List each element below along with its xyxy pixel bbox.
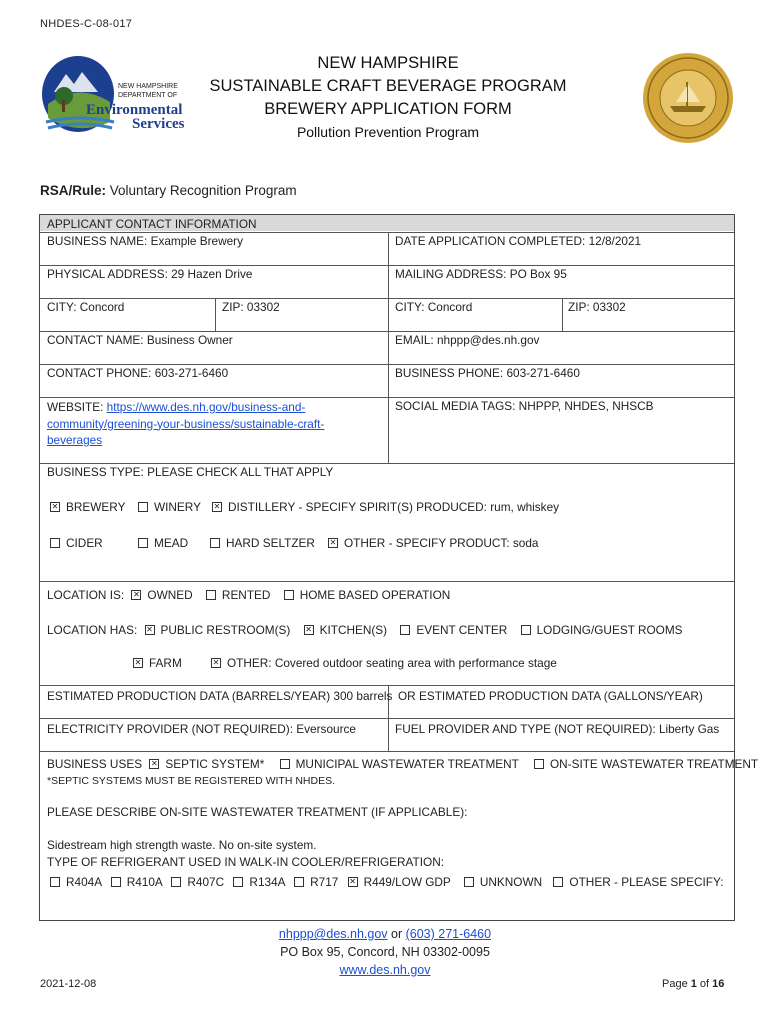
option-label: MEAD [154,536,189,550]
checkbox-icon[interactable] [206,590,216,600]
production-barrels-field[interactable]: ESTIMATED PRODUCTION DATA (BARRELS/YEAR) 300 barrels [47,689,393,703]
option-label: PUBLIC RESTROOM(S) [160,623,291,637]
checkbox-icon[interactable] [50,877,60,887]
zip-field-physical[interactable]: ZIP: 03302 [222,300,280,314]
page-prefix: Page [662,978,691,990]
option-label: OWNED [147,588,193,602]
bt-distillery-option[interactable] [212,500,559,514]
checkbox-icon[interactable] [50,538,60,548]
checkbox-icon[interactable] [149,759,159,769]
business-uses-row [47,757,758,771]
contact-phone-field[interactable]: CONTACT PHONE: 603-271-6460 [47,366,229,380]
option-label: RENTED [221,588,271,602]
website-field[interactable] [47,399,324,449]
city-field-physical[interactable]: CITY: Concord [47,300,125,314]
checkbox-icon[interactable] [294,877,304,887]
email-field[interactable]: EMAIL: nhppp@des.nh.gov [395,333,540,347]
page-number [662,978,724,990]
rsa-value: Voluntary Recognition Program [109,183,297,198]
footer-date: 2021-12-08 [40,978,97,990]
checkbox-icon[interactable] [553,877,563,887]
form-title [200,52,576,144]
checkbox-icon[interactable] [304,625,314,635]
title-subtitle: Pollution Prevention Program [296,124,480,140]
svg-text:DEPARTMENT OF: DEPARTMENT OF [118,92,178,99]
bt-cider-option[interactable] [50,536,103,550]
footer-address: PO Box 95, Concord, NH 03302-0095 [280,945,490,959]
location-is-label: LOCATION IS: [47,588,125,602]
business-type-label: BUSINESS TYPE: PLEASE CHECK ALL THAT APPLY [47,465,334,479]
checkbox-icon[interactable] [400,625,410,635]
lh-farm-option[interactable] [133,656,182,670]
option-label: OTHER - SPECIFY PRODUCT: soda [344,536,539,550]
checkbox-icon[interactable] [211,658,221,668]
page-of: of [696,978,713,990]
physical-address-field[interactable]: PHYSICAL ADDRESS: 29 Hazen Drive [47,267,253,281]
page-current: 1 [690,978,697,990]
mailing-address-field[interactable]: MAILING ADDRESS: PO Box 95 [395,267,567,281]
option-label: OTHER - PLEASE SPECIFY: [569,875,724,889]
page-total: 16 [712,978,725,990]
checkbox-icon[interactable] [111,877,121,887]
option-label: HARD SELTZER [226,536,315,550]
svg-text:Services: Services [132,116,185,132]
option-label: LODGING/GUEST ROOMS [536,623,683,637]
contact-name-field[interactable]: CONTACT NAME: Business Owner [47,333,233,347]
checkbox-icon[interactable] [233,877,243,887]
business-phone-field[interactable]: BUSINESS PHONE: 603-271-6460 [395,366,580,380]
svg-text:NEW HAMPSHIRE: NEW HAMPSHIRE [118,83,178,90]
city-field-mailing[interactable]: CITY: Concord [395,300,473,314]
option-label: KITCHEN(S) [319,623,388,637]
option-label: R134A [249,875,285,889]
checkbox-icon[interactable] [534,759,544,769]
option-label: R404A [66,875,102,889]
option-label: BREWERY [66,500,126,514]
location-has-row [47,623,683,637]
option-label: OTHER: Covered outdoor seating area with performance stage [227,656,557,670]
option-label: R410A [126,875,163,889]
checkbox-icon[interactable] [145,625,155,635]
social-media-field[interactable]: SOCIAL MEDIA TAGS: NHPPP, NHDES, NHSCB [395,399,654,413]
checkbox-icon[interactable] [138,502,148,512]
bt-winery-option[interactable] [138,500,201,514]
checkbox-icon[interactable] [138,538,148,548]
checkbox-icon[interactable] [210,538,220,548]
bt-seltzer-option[interactable] [210,536,315,550]
svg-text:Environmental: Environmental [86,102,183,118]
business-name-field[interactable]: BUSINESS NAME: Example Brewery [47,234,244,248]
title-line-1: NEW HAMPSHIRE [317,54,459,72]
production-gallons-field[interactable]: OR ESTIMATED PRODUCTION DATA (GALLONS/YEAR) [398,689,703,703]
checkbox-icon[interactable] [50,502,60,512]
checkbox-icon[interactable] [212,502,222,512]
nhdes-logo [40,52,205,138]
option-label: MUNICIPAL WASTEWATER TREATMENT [295,757,519,771]
checkbox-icon[interactable] [131,590,141,600]
footer-phone-link[interactable]: (603) 271-6460 [405,927,492,941]
describe-treatment-label: PLEASE DESCRIBE ON-SITE WASTEWATER TREATMENT (IF APPLICABLE): [47,805,468,819]
checkbox-icon[interactable] [521,625,531,635]
checkbox-icon[interactable] [280,759,290,769]
website-link-line-1[interactable]: https://www.des.nh.gov/business-and- [106,400,306,414]
option-label: CIDER [66,536,103,550]
septic-note: *SEPTIC SYSTEMS MUST BE REGISTERED WITH NHDES. [47,775,336,787]
option-label: HOME BASED OPERATION [299,588,451,602]
describe-treatment-value[interactable]: Sidestream high strength waste. No on-site system. [47,838,317,852]
option-label: FARM [149,656,182,670]
refrigerant-options-row [50,875,723,889]
website-link-line-2[interactable]: community/greening-your-business/sustainable-craft- [47,416,325,431]
state-seal [642,52,734,144]
checkbox-icon[interactable] [133,658,143,668]
option-label: EVENT CENTER [416,623,508,637]
footer-contact [0,925,770,979]
option-label: UNKNOWN [479,875,543,889]
electricity-provider-field[interactable]: ELECTRICITY PROVIDER (NOT REQUIRED): Eversource [47,722,356,736]
fuel-provider-field[interactable]: FUEL PROVIDER AND TYPE (NOT REQUIRED): Liberty Gas [395,722,720,736]
checkbox-icon[interactable] [171,877,181,887]
footer-website-link[interactable]: www.des.nh.gov [339,963,431,977]
option-label: R407C [187,875,225,889]
option-label: WINERY [154,500,201,514]
option-label: SEPTIC SYSTEM* [165,757,265,771]
checkbox-icon[interactable] [328,538,338,548]
location-has-label: LOCATION HAS: [47,623,138,637]
checkbox-icon[interactable] [284,590,294,600]
website-link-line-3[interactable]: beverages [47,433,103,447]
bt-brewery-option[interactable] [50,500,125,514]
bt-mead-option[interactable] [138,536,188,550]
rsa-rule [40,183,297,198]
title-line-3: BREWERY APPLICATION FORM [264,100,512,118]
applicant-form [39,214,759,921]
rsa-label: RSA/Rule: [40,183,107,198]
lh-other-option[interactable] [211,656,557,670]
footer-or: or [387,927,406,941]
option-label: ON-SITE WASTEWATER TREATMENT [549,757,759,771]
title-line-2: SUSTAINABLE CRAFT BEVERAGE PROGRAM [209,77,567,95]
bt-other-option[interactable] [328,536,538,550]
option-label: R717 [310,875,339,889]
website-label: WEBSITE: [47,400,107,414]
location-is-row [47,588,450,602]
date-completed-field[interactable]: DATE APPLICATION COMPLETED: 12/8/2021 [395,234,642,248]
business-uses-label: BUSINESS USES [47,757,143,771]
checkbox-icon[interactable] [464,877,474,887]
section-title: APPLICANT CONTACT INFORMATION [47,217,257,231]
checkbox-icon[interactable] [348,877,358,887]
option-label: R449/LOW GDP [363,875,451,889]
footer-email-link[interactable]: nhppp@des.nh.gov [278,927,388,941]
refrigerant-label: TYPE OF REFRIGERANT USED IN WALK-IN COOLER/REFRIGERATION: [47,855,444,869]
zip-field-mailing[interactable]: ZIP: 03302 [568,300,626,314]
option-label: DISTILLERY - SPECIFY SPIRIT(S) PRODUCED: rum, whiskey [228,500,560,514]
document-id: NHDES-C-08-017 [40,18,133,30]
